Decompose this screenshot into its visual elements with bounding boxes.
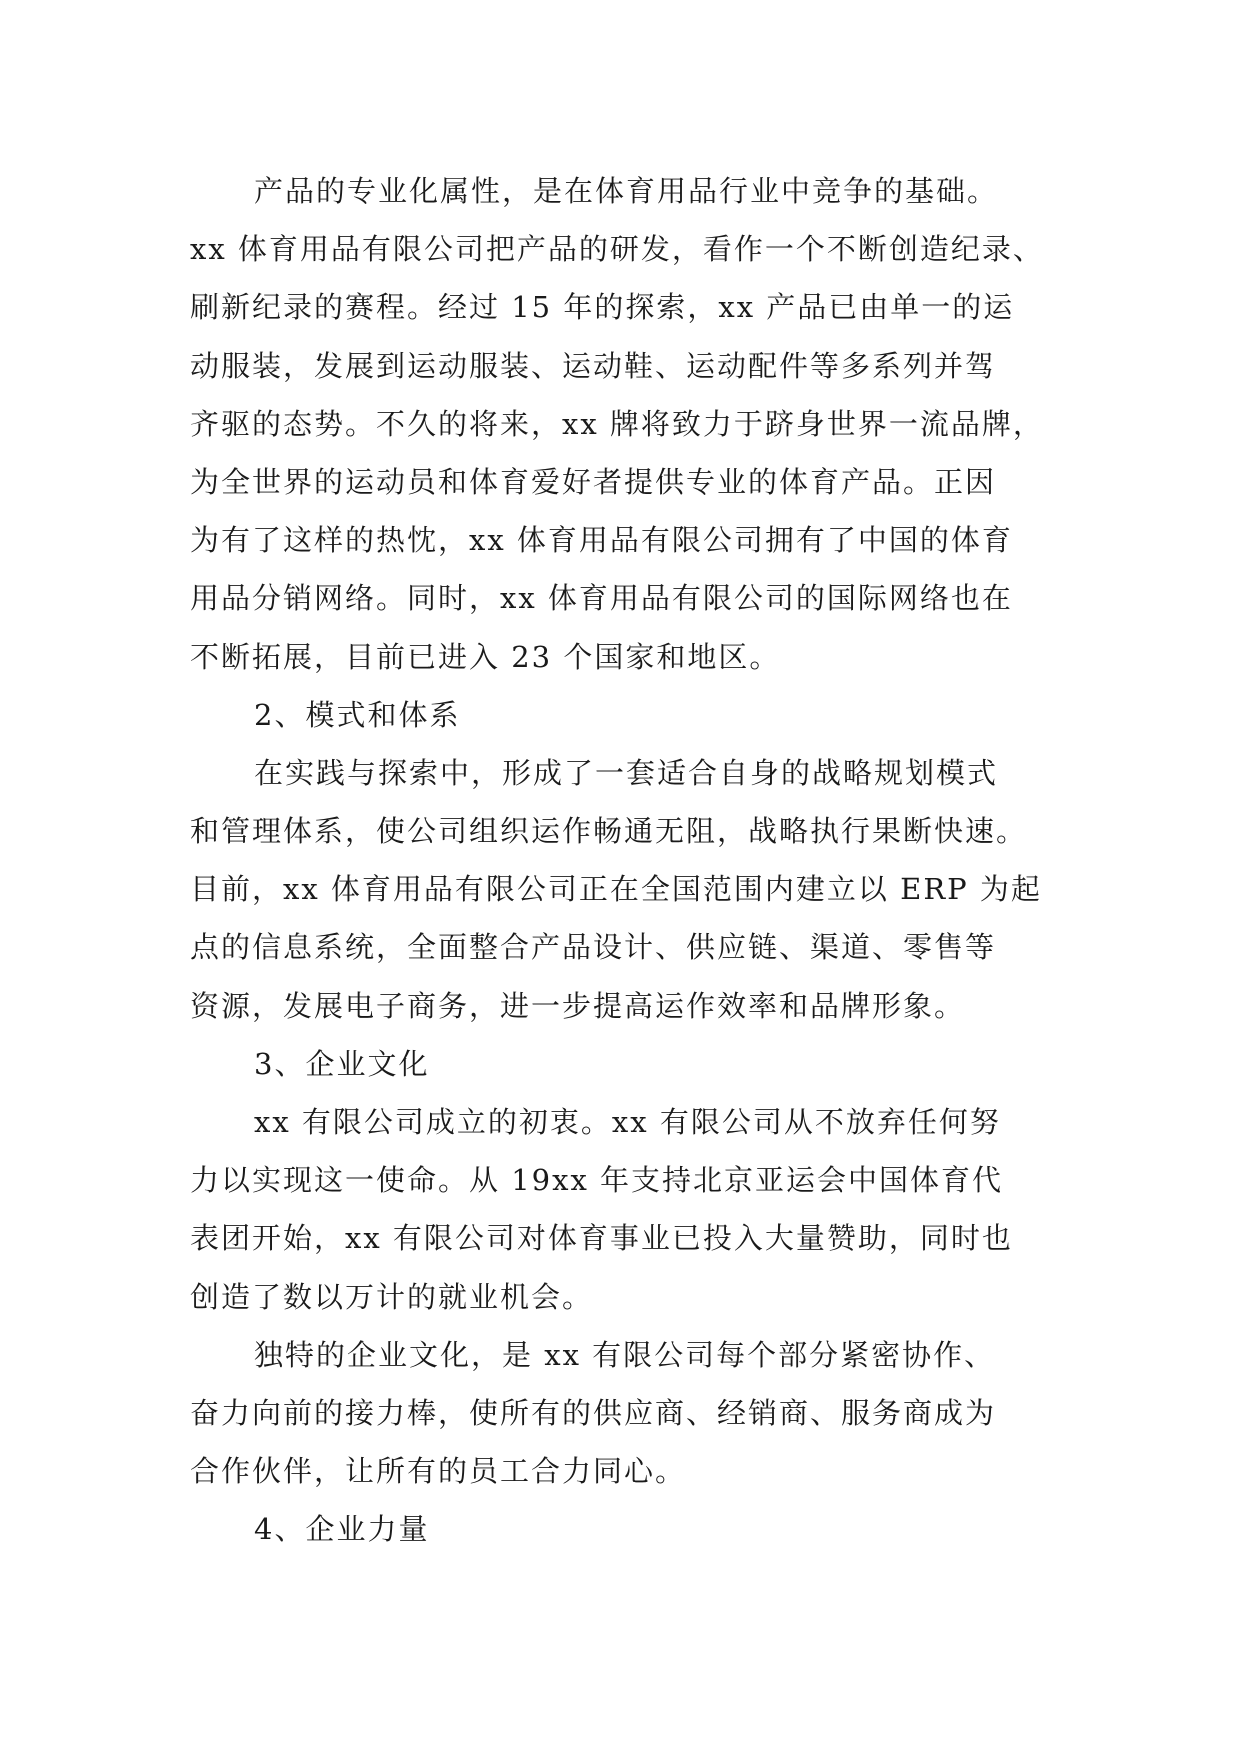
paragraph-line: 刷新纪录的赛程。经过 15 年的探索，xx 产品已由单一的运 [190,290,1015,325]
paragraph-line: 目前，xx 体育用品有限公司正在全国范围内建立以 ERP 为起 [190,872,1042,907]
paragraph-line: xx 体育用品有限公司把产品的研发，看作一个不断创造纪录、 [190,232,1044,267]
paragraph-line: 齐驱的态势。不久的将来，xx 牌将致力于跻身世界一流品牌， [190,406,1044,441]
paragraph-line: 在实践与探索中，形成了一套适合自身的战略规划模式 [254,755,999,790]
section-heading: 4、企业力量 [254,1512,430,1547]
paragraph-line: 表团开始，xx 有限公司对体育事业已投入大量赞助，同时也 [190,1221,1013,1256]
section-heading: 3、企业文化 [254,1046,430,1081]
paragraph-line: 为有了这样的热忱，xx 体育用品有限公司拥有了中国的体育 [190,523,1013,558]
paragraph-line: 产品的专业化属性，是在体育用品行业中竞争的基础。 [254,174,999,208]
section-heading: 2、模式和体系 [254,697,461,732]
paragraph-line: 用品分销网络。同时，xx 体育用品有限公司的国际网络也在 [190,581,1013,616]
paragraph-line: 和管理体系，使公司组织运作畅通无阻，战略执行果断快速。 [190,814,1028,849]
document-body [190,162,1090,1559]
paragraph-line: 不断拓展，目前已进入 23 个国家和地区。 [190,639,781,674]
paragraph-line: 奋力向前的接力棒，使所有的供应商、经销商、服务商成为 [190,1395,997,1430]
paragraph-line: 点的信息系统，全面整合产品设计、供应链、渠道、零售等 [190,930,997,965]
paragraph-line: 创造了数以万计的就业机会。 [190,1279,594,1314]
paragraph-line: 为全世界的运动员和体育爱好者提供专业的体育产品。正因 [190,464,997,499]
paragraph-line: 独特的企业文化，是 xx 有限公司每个部分紧密协作、 [254,1337,996,1372]
paragraph-line: xx 有限公司成立的初衷。xx 有限公司从不放弃任何努 [254,1105,1001,1139]
paragraph-line: 动服装，发展到运动服装、运动鞋、运动配件等多系列并驾 [190,348,997,383]
paragraph-line: 力以实现这一使命。从 19xx 年支持北京亚运会中国体育代 [190,1163,1004,1198]
paragraph-line: 合作伙伴，让所有的员工合力同心。 [190,1454,687,1489]
paragraph-line: 资源，发展电子商务，进一步提高运作效率和品牌形象。 [190,988,966,1023]
